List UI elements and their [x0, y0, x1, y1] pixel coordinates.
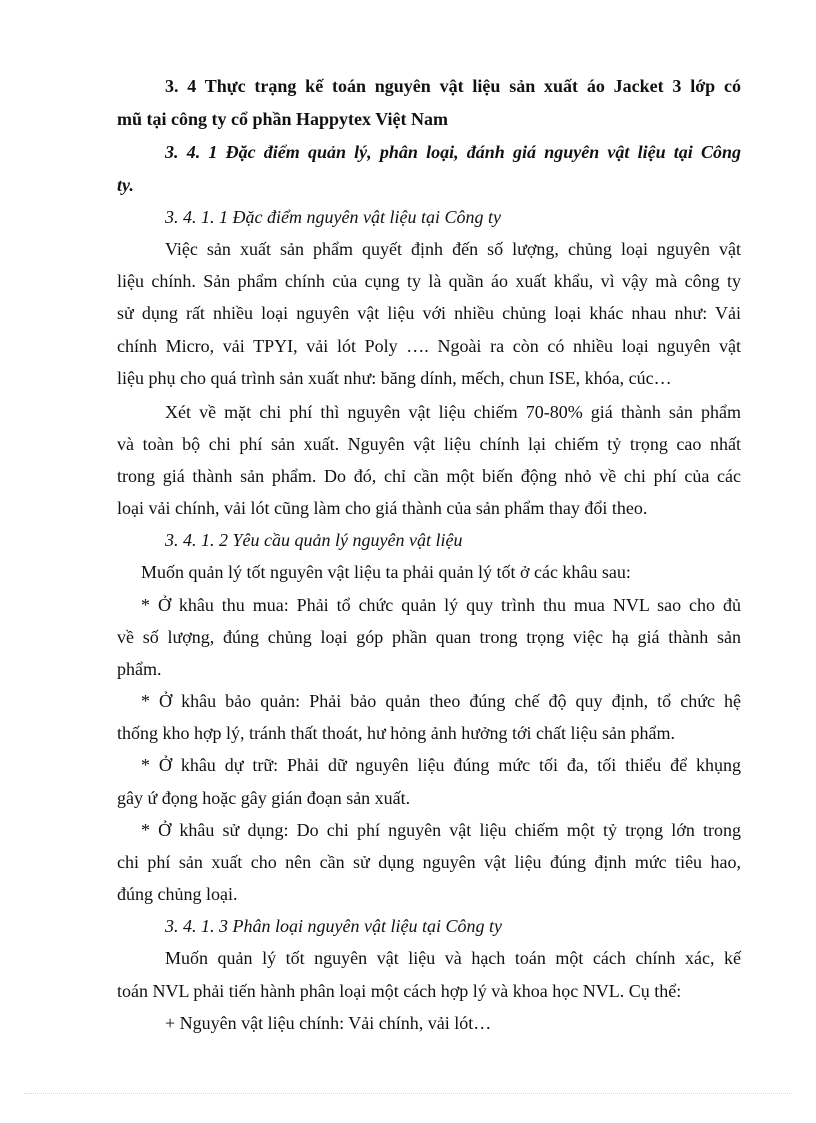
bullet-storage-line: * Ở khâu bảo quản: Phải bảo quản theo đúng chế độ quy định, tổ chức hệ	[141, 691, 741, 711]
paragraph-4-line: Muốn quản lý tốt nguyên vật liệu và hạch toán một cách chính xác, kế	[165, 948, 741, 968]
paragraph-1-line: sử dụng rất nhiều loại nguyên vật liệu với nhiều chủng loại khác nhau như: Vải	[117, 303, 741, 323]
subsection-heading-3-4-1-1: 3. 4. 1. 1 Đặc điểm nguyên vật liệu tại Công ty	[165, 207, 501, 227]
paragraph-2-line: và toàn bộ chi phí sản xuất. Nguyên vật liệu chính lại chiếm tỷ trọng cao nhất	[117, 434, 741, 454]
bullet-usage-line: đúng chủng loại.	[117, 884, 238, 904]
paragraph-1-line: liệu chính. Sản phẩm chính của cụng ty là quần áo xuất khẩu, vì vậy mà công ty	[117, 271, 741, 291]
paragraph-1-line: Việc sản xuất sản phẩm quyết định đến số lượng, chủng loại nguyên vật	[165, 239, 741, 259]
list-item-main-materials: + Nguyên vật liệu chính: Vải chính, vải lót…	[165, 1013, 492, 1033]
paragraph-2-line: loại vải chính, vải lót cũng làm cho giá thành của sản phẩm thay đổi theo.	[117, 498, 648, 518]
bullet-reserve-line: gây ứ đọng hoặc gây gián đoạn sản xuất.	[117, 788, 411, 808]
bullet-storage-line: thống kho hợp lý, tránh thất thoát, hư hỏng ảnh hưởng tới chất liệu sản phẩm.	[117, 723, 675, 743]
section-heading-3-4-1-line-1: 3. 4. 1 Đặc điểm quản lý, phân loại, đánh giá nguyên vật liệu tại Công	[165, 142, 741, 162]
page-bottom-divider	[24, 1093, 792, 1094]
bullet-purchasing-line: về số lượng, đúng chủng loại góp phần quan trong trọng việc hạ giá thành sản	[117, 627, 741, 647]
paragraph-4-line: toán NVL phải tiến hành phân loại một cách hợp lý và khoa học NVL. Cụ thể:	[117, 981, 682, 1001]
section-heading-3-4-line-1: 3. 4 Thực trạng kế toán nguyên vật liệu sản xuất áo Jacket 3 lớp có	[165, 76, 741, 96]
paragraph-2-line: trong giá thành sản phẩm. Do đó, chỉ cần một biến động nhỏ về chi phí của các	[117, 466, 741, 486]
paragraph-3-line: Muốn quản lý tốt nguyên vật liệu ta phải quản lý tốt ở các khâu sau:	[141, 562, 631, 582]
bullet-usage-line: * Ở khâu sử dụng: Do chi phí nguyên vật liệu chiếm một tỷ trọng lớn trong	[141, 820, 741, 840]
bullet-purchasing-line: * Ở khâu thu mua: Phải tổ chức quản lý quy trình thu mua NVL sao cho đủ	[141, 595, 741, 615]
paragraph-1-line: liệu phụ cho quá trình sản xuất như: băng dính, mếch, chun ISE, khóa, cúc…	[117, 368, 672, 388]
bullet-usage-line: chi phí sản xuất cho nên cần sử dụng nguyên vật liệu đúng định mức tiêu hao,	[117, 852, 741, 872]
section-heading-3-4-1-line-2: ty.	[117, 175, 134, 195]
paragraph-1-line: chính Micro, vải TPYI, vải lót Poly …. Ngoài ra còn có nhiều loại nguyên vật	[117, 336, 741, 356]
paragraph-2-line: Xét về mặt chi phí thì nguyên vật liệu chiếm 70-80% giá thành sản phẩm	[165, 402, 741, 422]
subsection-heading-3-4-1-2: 3. 4. 1. 2 Yêu cầu quản lý nguyên vật liệu	[165, 530, 463, 550]
bullet-reserve-line: * Ở khâu dự trữ: Phải dữ nguyên liệu đúng mức tối đa, tối thiểu để khụng	[141, 755, 741, 775]
subsection-heading-3-4-1-3: 3. 4. 1. 3 Phân loại nguyên vật liệu tại Công ty	[165, 916, 502, 936]
bullet-purchasing-line: phẩm.	[117, 659, 162, 679]
section-heading-3-4-line-2: mũ tại công ty cổ phần Happytex Việt Nam	[117, 109, 449, 129]
